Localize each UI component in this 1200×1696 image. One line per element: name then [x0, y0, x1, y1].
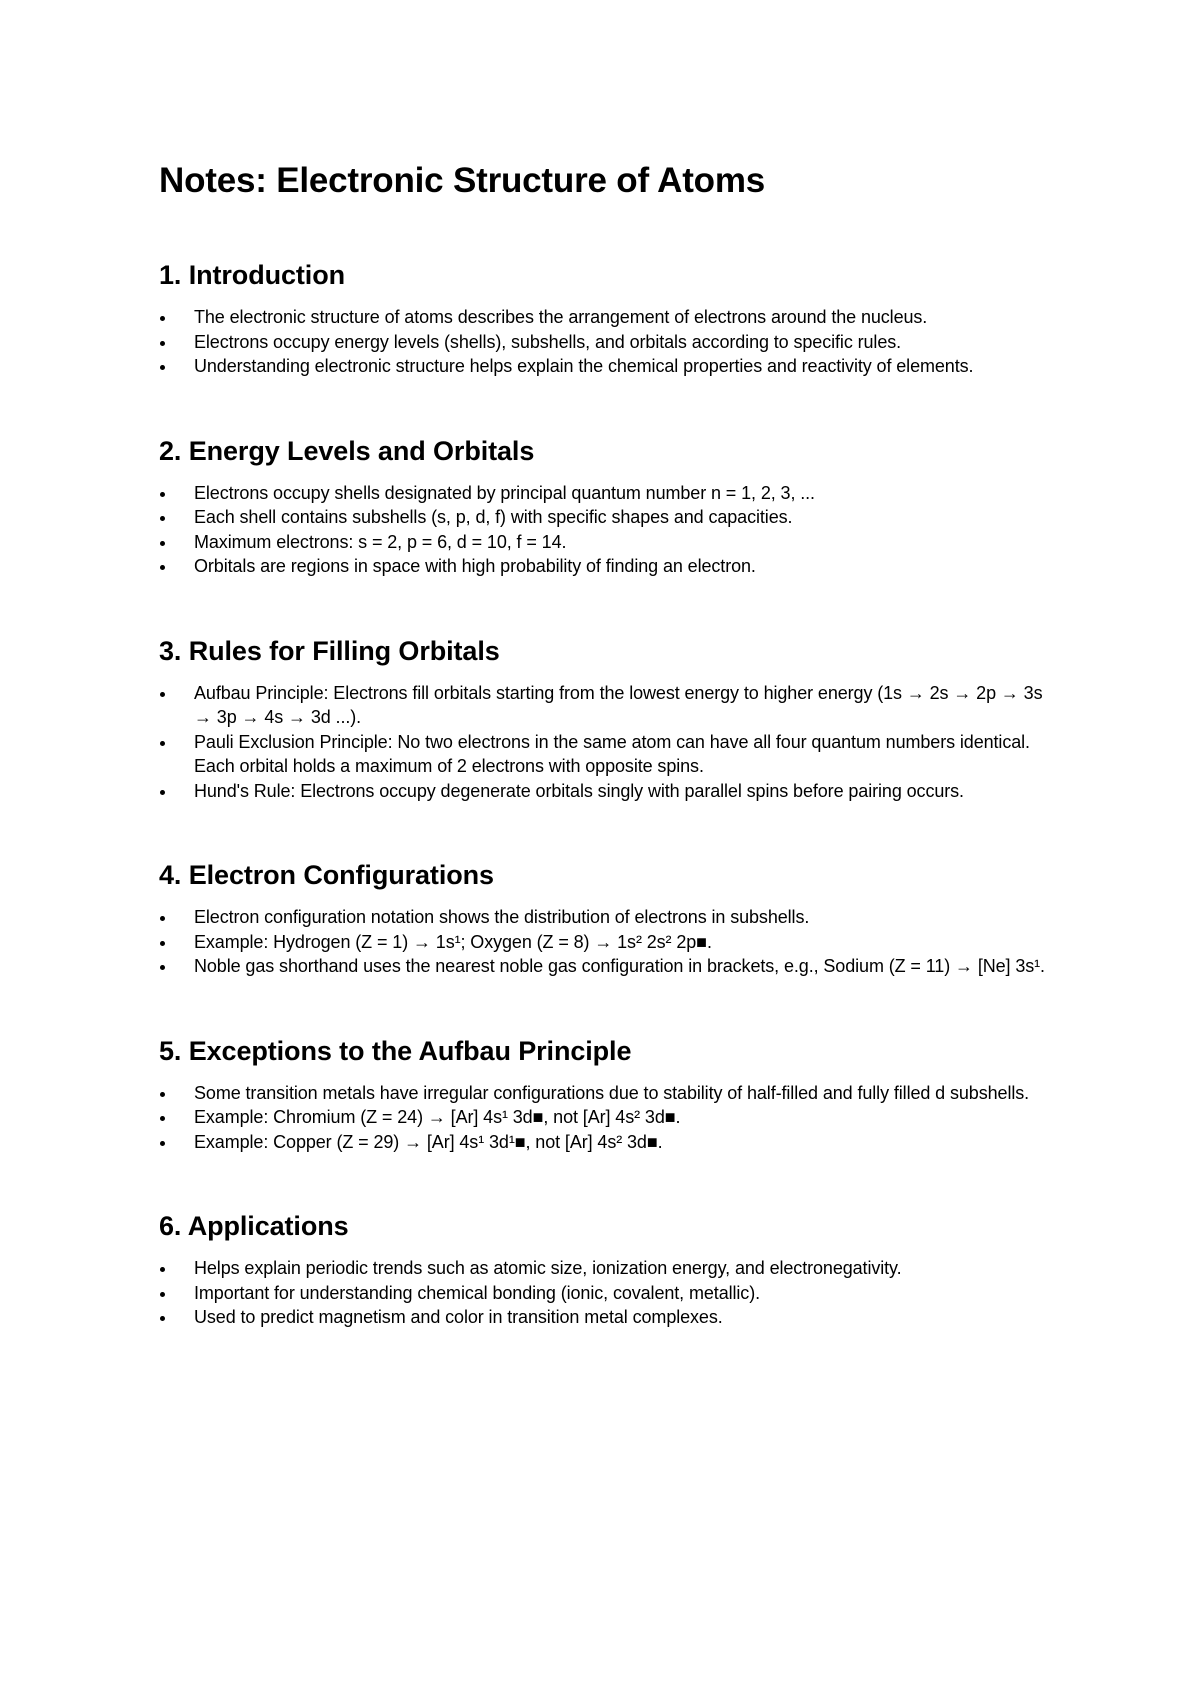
list-item-text: Pauli Exclusion Principle: No two electrons in the same atom can have all four quantum numbers identical. Each orbital holds a maximum of 2 electrons with opposite spins.: [194, 731, 1030, 776]
list-item-text: Example: Chromium (Z = 24) → [Ar] 4s¹ 3d■, not [Ar] 4s² 3d■.: [194, 1107, 681, 1127]
list-item-text: Hund's Rule: Electrons occupy degenerate orbitals singly with parallel spins before pairing occurs.: [194, 780, 964, 801]
section-electron-configurations: [159, 858, 1059, 979]
list-item-text: Each shell contains subshells (s, p, d, f) with specific shapes and capacities.: [194, 507, 793, 527]
list-item: [159, 1256, 1059, 1281]
list-item: [159, 505, 1059, 530]
document-page: [159, 158, 1059, 1385]
list-item: [159, 530, 1059, 555]
bullet-list: [159, 905, 1059, 979]
list-item: [159, 1305, 1059, 1330]
list-item-text: Example: Copper (Z = 29) → [Ar] 4s¹ 3d¹■, not [Ar] 4s² 3d■.: [194, 1131, 663, 1152]
bullet-icon: [160, 941, 165, 946]
list-item: [159, 779, 1059, 804]
list-item: [159, 954, 1059, 979]
list-item-text: Important for understanding chemical bonding (ionic, covalent, metallic).: [194, 1282, 760, 1303]
bullet-icon: [160, 790, 165, 795]
bullet-list: [159, 681, 1059, 804]
list-item: [159, 481, 1059, 506]
bullet-icon: [160, 1092, 165, 1097]
bullet-icon: [160, 316, 165, 321]
bullet-icon: [160, 1116, 165, 1121]
section-heading: 5. Exceptions to the Aufbau Principle: [159, 1035, 632, 1066]
list-item-text: Electron configuration notation shows the distribution of electrons in subshells.: [194, 907, 810, 927]
list-item-text: Helps explain periodic trends such as atomic size, ionization energy, and electronegativity.: [194, 1258, 902, 1278]
section-heading: 6. Applications: [159, 1211, 349, 1241]
bullet-list: [159, 1081, 1059, 1155]
list-item: [159, 305, 1059, 330]
section-heading: 4. Electron Configurations: [159, 860, 494, 890]
bullet-icon: [160, 1267, 165, 1272]
list-item: [159, 1281, 1059, 1306]
bullet-list: [159, 305, 1059, 379]
bullet-icon: [160, 341, 165, 346]
list-item-text: Understanding electronic structure helps explain the chemical properties and reactivity of elements.: [194, 356, 974, 376]
list-item-text: Aufbau Principle: Electrons fill orbitals starting from the lowest energy to higher energy (1s → 2s → 2p → 3s → 3p → 4s → 3d ...).: [194, 682, 1043, 727]
bullet-icon: [160, 916, 165, 921]
bullet-icon: [160, 516, 165, 521]
section-applications: [159, 1209, 1059, 1330]
list-item: [159, 1105, 1059, 1130]
list-item: [159, 681, 1059, 730]
bullet-icon: [160, 1141, 165, 1146]
bullet-icon: [160, 365, 165, 370]
list-item: [159, 1081, 1059, 1106]
list-item: [159, 554, 1059, 579]
section-heading: 2. Energy Levels and Orbitals: [159, 435, 535, 466]
bullet-icon: [160, 741, 165, 746]
bullet-icon: [160, 565, 165, 570]
section-heading: 3. Rules for Filling Orbitals: [159, 635, 500, 666]
bullet-icon: [160, 492, 165, 497]
list-item-text: Used to predict magnetism and color in transition metal complexes.: [194, 1307, 723, 1327]
bullet-icon: [160, 965, 165, 970]
bullet-icon: [160, 1316, 165, 1321]
section-energy-levels: [159, 434, 1059, 579]
list-item-text: Some transition metals have irregular configurations due to stability of half-filled and fully filled d subshells.: [194, 1082, 1030, 1103]
list-item-text: Example: Hydrogen (Z = 1) → 1s¹; Oxygen (Z = 8) → 1s² 2s² 2p■.: [194, 931, 712, 952]
bullet-list: [159, 481, 1059, 579]
bullet-icon: [160, 1292, 165, 1297]
bullet-list: [159, 1256, 1059, 1330]
list-item-text: Orbitals are regions in space with high probability of finding an electron.: [194, 556, 756, 576]
document-title: Notes: Electronic Structure of Atoms: [159, 161, 766, 200]
section-heading: 1. Introduction: [159, 260, 345, 290]
list-item: [159, 1130, 1059, 1155]
list-item-text: Electrons occupy energy levels (shells), subshells, and orbitals according to specific rules.: [194, 331, 902, 352]
section-exceptions: [159, 1034, 1059, 1155]
list-item-text: The electronic structure of atoms describes the arrangement of electrons around the nucleus.: [194, 307, 928, 327]
list-item-text: Electrons occupy shells designated by principal quantum number n = 1, 2, 3, ...: [194, 482, 815, 503]
bullet-icon: [160, 541, 165, 546]
list-item: [159, 354, 1059, 379]
list-item: [159, 730, 1059, 779]
list-item: [159, 330, 1059, 355]
section-introduction: [159, 258, 1059, 379]
list-item-text: Noble gas shorthand uses the nearest noble gas configuration in brackets, e.g., Sodium (Z = 11) → [Ne] 3s¹.: [194, 956, 1045, 976]
list-item: [159, 905, 1059, 930]
bullet-icon: [160, 692, 165, 697]
list-item-text: Maximum electrons: s = 2, p = 6, d = 10, f = 14.: [194, 531, 567, 552]
section-filling-rules: [159, 634, 1059, 804]
list-item: [159, 930, 1059, 955]
